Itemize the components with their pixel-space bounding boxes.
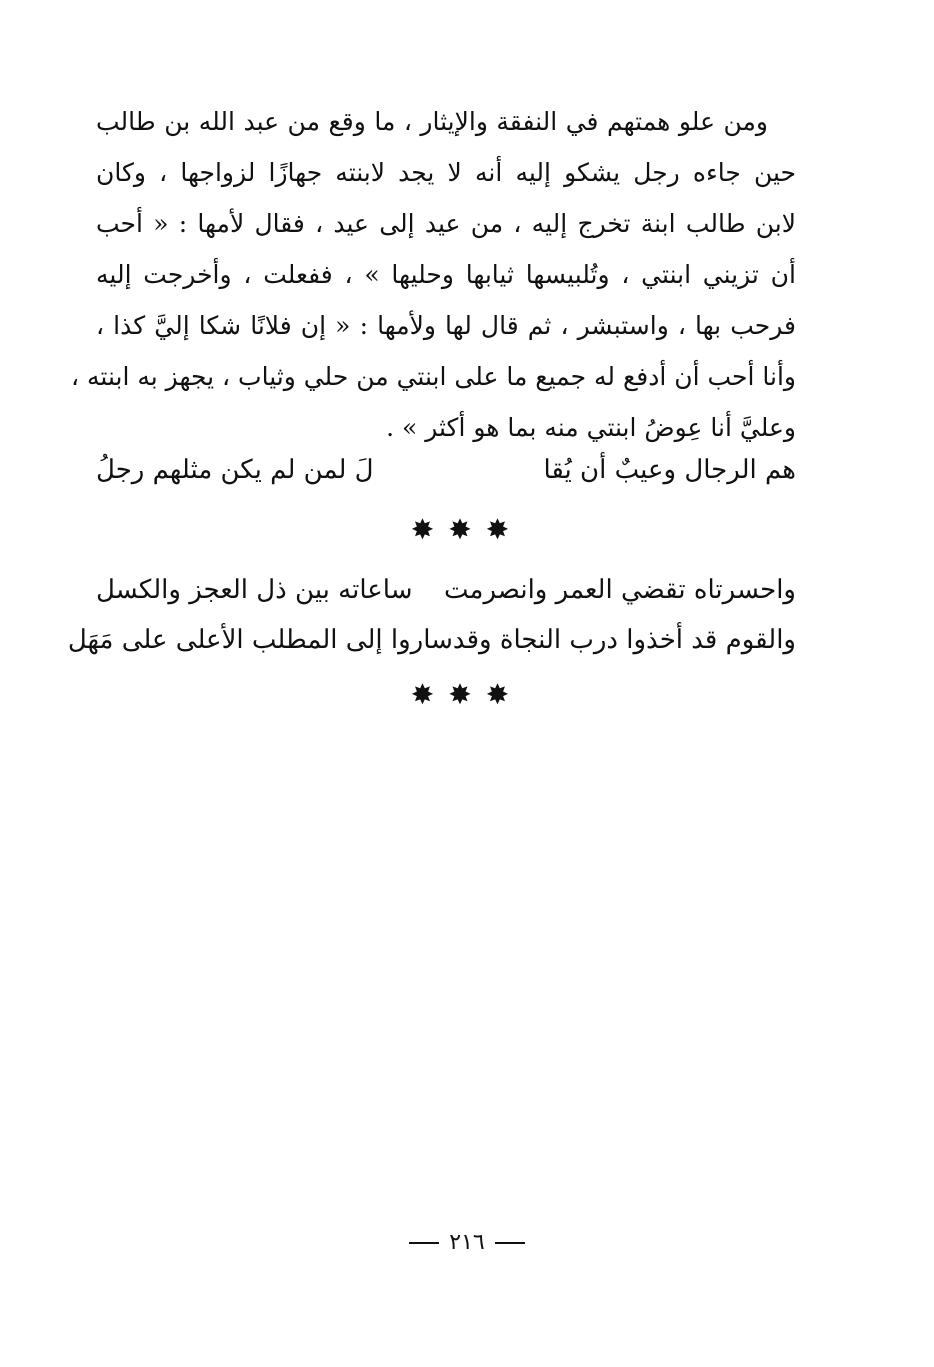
page-number-footer <box>0 1228 934 1258</box>
prose-line: ومن علو همتهم في النفقة والإيثار ، ما وقع من عبد الله بن طالب <box>96 107 768 136</box>
page-number: ٢١٦ <box>449 1230 485 1255</box>
poem-verse <box>96 570 796 610</box>
verse-second-hemistich: ساروا إلى المطلب الأعلى على مَهَل <box>67 625 453 655</box>
prose-line: وأنا أحب أن أدفع له جميع ما على ابنتي من حلي وثياب ، يجهز به ابنته ، <box>71 362 796 391</box>
prose-paragraph <box>71 96 796 453</box>
prose-line: حين جاءه رجل يشكو إليه أنه لا يجد لابنته جهازًا لزواجها ، وكان <box>96 158 796 187</box>
poem-verse <box>67 620 796 660</box>
poem-verse <box>96 450 796 490</box>
dash-left <box>495 1242 525 1244</box>
prose-line: وعليَّ أنا عِوضُ ابنتي منه بما هو أكثر » . <box>386 413 796 442</box>
star-separator: ✸✸✸ <box>410 678 524 711</box>
prose-line: لابن طالب ابنة تخرج إليه ، من عيد إلى عيد ، فقال لأمها : « أحب <box>96 209 796 238</box>
prose-line: أن تزيني ابنتي ، وتُلبيسها ثيابها وحليها » ، ففعلت ، وأخرجت إليه <box>96 260 796 289</box>
dash-right <box>409 1242 439 1244</box>
star-separator: ✸✸✸ <box>410 513 524 546</box>
verse-first-hemistich: والقوم قد أخذوا درب النجاة وقد <box>452 625 796 655</box>
verse-second-hemistich: لَ لمن لم يكن مثلهم رجلُ <box>96 455 374 485</box>
verse-first-hemistich: هم الرجال وعيبٌ أن يُقا <box>543 455 796 485</box>
verse-second-hemistich: ساعاته بين ذل العجز والكسل <box>96 575 413 605</box>
prose-line: فرحب بها ، واستبشر ، ثم قال لها ولأمها : « إن فلانًا شكا إليَّ كذا ، <box>96 311 796 340</box>
verse-first-hemistich: واحسرتاه تقضي العمر وانصرمت <box>443 575 796 605</box>
